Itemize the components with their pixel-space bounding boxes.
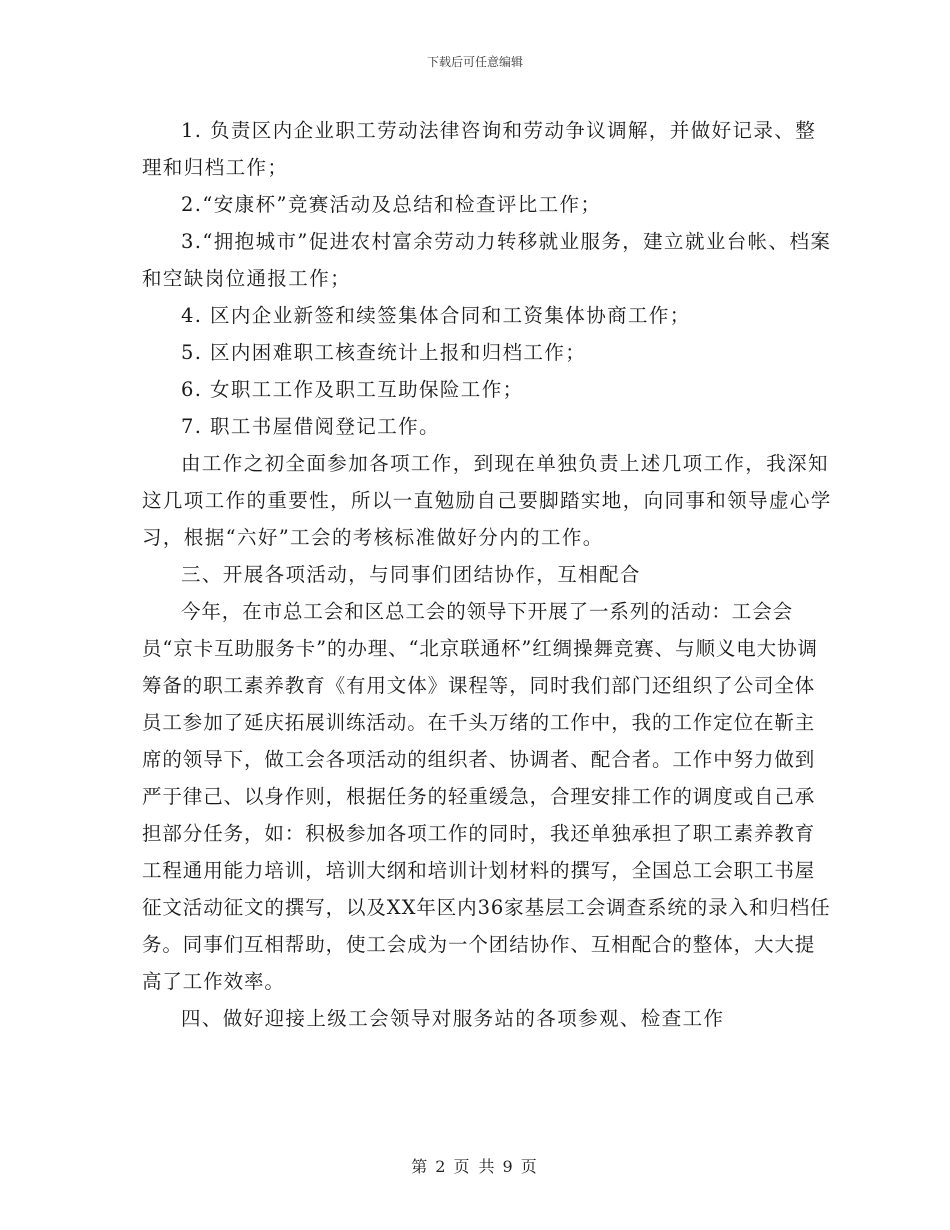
page-mid: 页 共 [453, 1157, 497, 1176]
page-suffix: 页 [520, 1157, 539, 1176]
section-heading-3: 三、开展各项活动，与同事们团结协作，互相配合 [181, 563, 641, 586]
list-item-6: 6. 女职工工作及职工互助保险工作； [181, 378, 524, 401]
page-total: 9 [502, 1157, 515, 1176]
header-note: 下载后可任意编辑 [426, 55, 523, 69]
page-current: 2 [435, 1157, 448, 1176]
page-prefix: 第 [411, 1157, 430, 1176]
section-heading-4: 四、做好迎接上级工会领导对服务站的各项参观、检查工作 [181, 1007, 725, 1030]
document-body [142, 112, 832, 1037]
list-item-4: 4. 区内企业新签和续签集体合同和工资集体协商工作； [181, 304, 691, 327]
paragraph-activities: 今年，在市总工会和区总工会的领导下开展了一系列的活动：工会会员“京卡互助服务卡”的办理、“北京联通杯”红绸操舞竞赛、与顺义电大协调筹备的职工素养教育《有用文体》课程等，同时我们部门还组织了公司全体员工参加了延庆拓展训练活动。在千头万绪的工作中，我的工作定位在靳主席的领导下，做工会各项活动的组织者、协调者、配合者。工作中努力做到严于律己、以身作则，根据任务的轻重缓急，合理安排工作的调度或自己承担部分任务，如：积极参加各项工作的同时，我还单独承担了职工素养教育工程通用能力培训，培训大纲和培训计划材料的撰写，全国总工会职工书屋征文活动征文的撰写，以及XX年区内36家基层工会调查系统的录入和归档任务。同事们互相帮助，使工会成为一个团结协作、互相配合的整体，大大提高了工作效率。 [142, 600, 831, 993]
page-number [0, 1154, 950, 1177]
list-item-7: 7. 职工书屋借阅登记工作。 [181, 415, 440, 438]
list-item-3: 3.“拥抱城市”促进农村富余劳动力转移就业服务，建立就业台帐、档案和空缺岗位通报工作； [142, 230, 832, 290]
list-item-2: 2.“安康杯”竞赛活动及总结和检查评比工作； [181, 193, 602, 216]
list-item-5: 5. 区内困难职工核查统计上报和归档工作； [181, 341, 587, 364]
list-item-1: 1. 负责区内企业职工劳动法律咨询和劳动争议调解，并做好记录、整理和归档工作； [142, 119, 817, 179]
paragraph-summary: 由工作之初全面参加各项工作，到现在单独负责上述几项工作，我深知这几项工作的重要性，所以一直勉励自己要脚踏实地，向同事和领导虚心学习，根据“六好”工会的考核标准做好分内的工作。 [142, 452, 832, 549]
